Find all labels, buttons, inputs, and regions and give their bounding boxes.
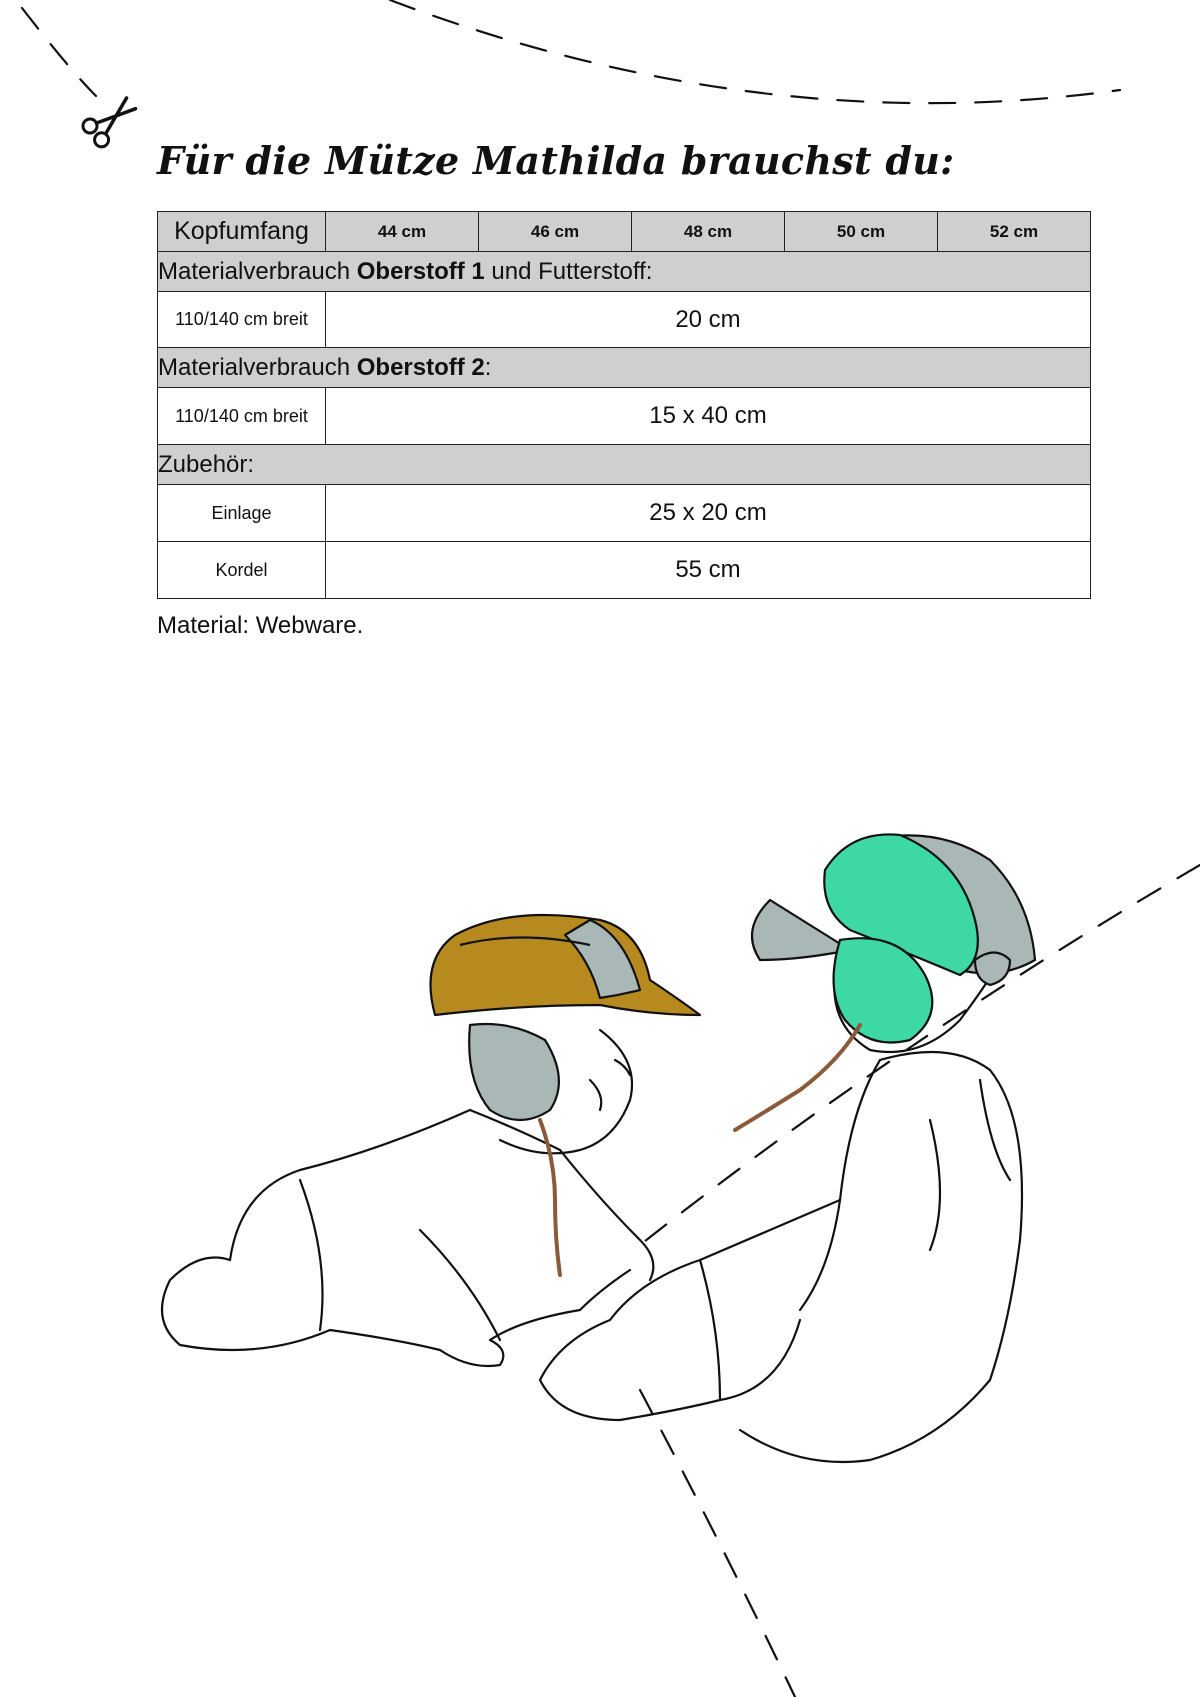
row-label: 110/140 cm breit xyxy=(158,388,326,445)
row-value: 15 x 40 cm xyxy=(326,388,1091,445)
material-note: Material: Webware. xyxy=(157,612,364,639)
baby-cord xyxy=(540,1120,560,1275)
section-bold: Oberstoff 1 xyxy=(356,257,485,285)
child-cord xyxy=(735,1025,860,1130)
section-suffix: : xyxy=(484,353,492,381)
child-leg xyxy=(540,1200,840,1420)
row-label: Kordel xyxy=(158,542,326,599)
row-value: 55 cm xyxy=(326,542,1091,599)
size-cell: 52 cm xyxy=(938,212,1091,252)
size-cell: 50 cm xyxy=(785,212,938,252)
child-cap xyxy=(752,834,1035,1042)
size-cell: 46 cm xyxy=(479,212,632,252)
size-cell: 44 cm xyxy=(326,212,479,252)
baby-arm xyxy=(560,1150,653,1280)
section-bold: Oberstoff 2 xyxy=(356,353,485,381)
header-label: Kopfumfang xyxy=(158,212,326,252)
baby-cap xyxy=(431,915,701,1120)
row-value: 20 cm xyxy=(326,292,1091,348)
row-label: Einlage xyxy=(158,485,326,542)
child-torso xyxy=(740,1052,1022,1462)
row-label: 110/140 cm breit xyxy=(158,292,326,348)
section-suffix: und Futterstoff: xyxy=(484,257,653,285)
page-title: Für die Mütze Mathilda brauchst du: xyxy=(157,138,955,183)
section-prefix: Materialverbrauch xyxy=(158,353,357,381)
row-value: 25 x 20 cm xyxy=(326,485,1091,542)
section-prefix: Materialverbrauch xyxy=(158,257,357,285)
size-cell: 48 cm xyxy=(632,212,785,252)
section-heading: Zubehör: xyxy=(158,445,1091,485)
baby-body xyxy=(162,1110,630,1366)
child-arm xyxy=(800,1060,880,1310)
